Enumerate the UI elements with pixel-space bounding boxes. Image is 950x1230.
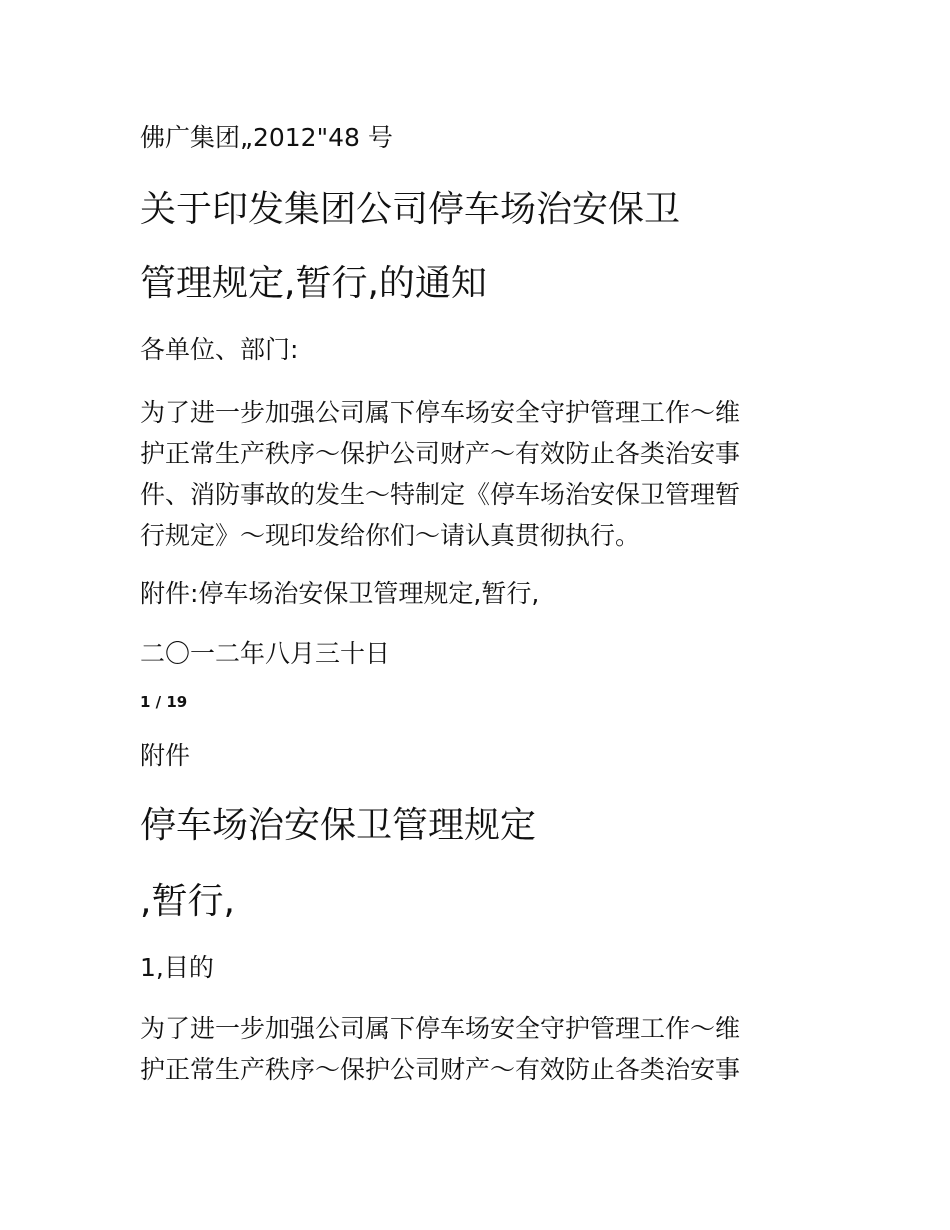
intro-paragraph-line: 行规定》～现印发给你们～请认真贯彻执行。 [140,521,641,550]
regulation-title-line-2: ,暂行, [140,881,235,922]
intro-paragraph-line: 件、消防事故的发生～特制定《停车场治安保卫管理暂 [140,480,741,509]
document-number: 佛广集团„2012"48 号 [140,123,393,152]
issue-date: 二〇一二年八月三十日 [140,639,391,668]
page-indicator: 1 / 19 [140,693,188,711]
notice-title-line-2: 管理规定,暂行,的通知 [140,263,487,304]
regulation-title-line-1: 停车场治安保卫管理规定 [140,805,537,846]
attachment-label: 附件 [140,741,191,770]
salutation: 各单位、部门: [140,335,299,364]
section-1-paragraph [140,1008,820,1090]
attachment-note: 附件:停车场治安保卫管理规定,暂行, [140,579,540,608]
section-1-paragraph-line: 为了进一步加强公司属下停车场安全守护管理工作～维 [140,1014,741,1043]
intro-paragraph-line: 为了进一步加强公司属下停车场安全守护管理工作～维 [140,398,741,427]
intro-paragraph-line: 护正常生产秩序～保护公司财产～有效防止各类治安事 [140,439,741,468]
intro-paragraph [140,392,820,556]
notice-title-line-1: 关于印发集团公司停车场治安保卫 [140,189,681,230]
section-1-heading: 1,目的 [140,953,214,982]
section-1-paragraph-line: 护正常生产秩序～保护公司财产～有效防止各类治安事 [140,1055,741,1084]
